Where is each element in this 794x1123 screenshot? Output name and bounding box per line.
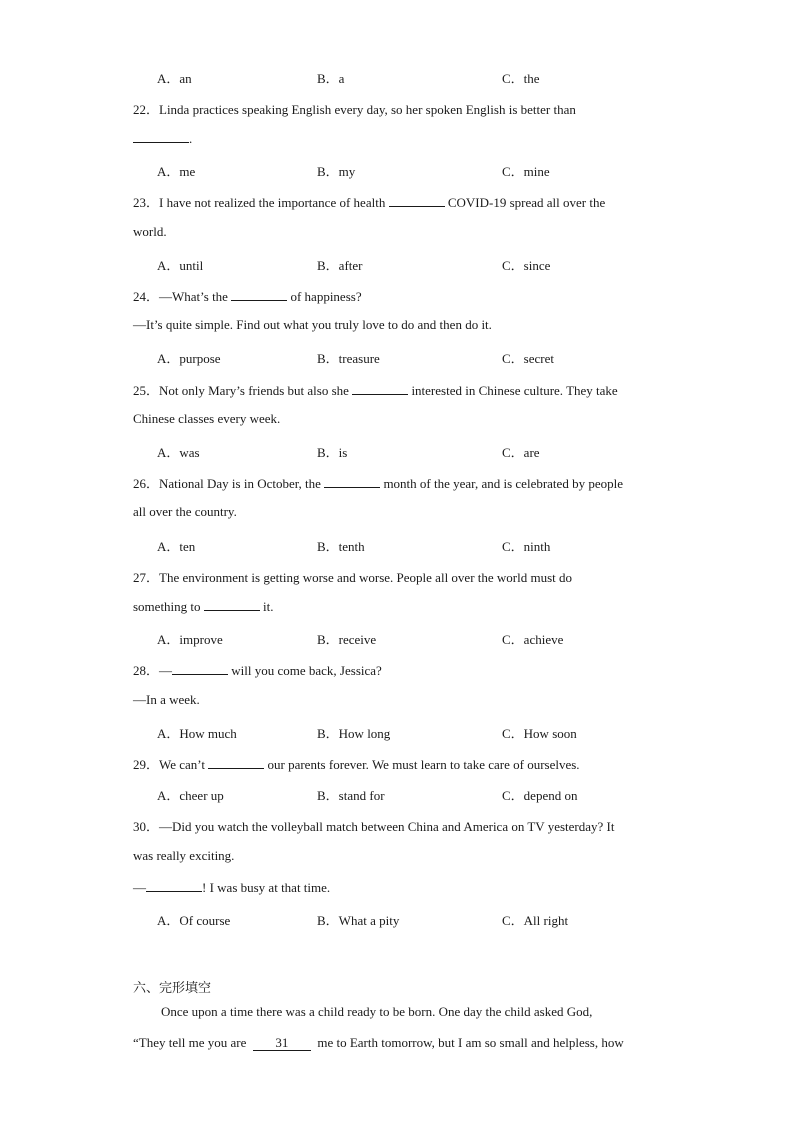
answer-blank[interactable] [231, 288, 287, 301]
q22-stem-line2: . [133, 130, 192, 147]
q24-option-c[interactable]: C．secret [502, 351, 554, 366]
q27-option-a[interactable]: A．improve [157, 632, 223, 647]
q29-option-b[interactable]: B．stand for [317, 788, 385, 803]
q29-options [0, 785, 794, 805]
q27-options [0, 629, 794, 649]
answer-blank[interactable] [172, 662, 228, 675]
q25-stem: 25．Not only Mary’s friends but also she interested in Chinese culture. They take [133, 383, 618, 398]
q28-options [0, 723, 794, 743]
q22-stem: 22．Linda practices speaking English every day, so her spoken English is better than [133, 102, 576, 117]
q30-stem: 30．—Did you watch the volleyball match between China and America on TV yesterday? It [133, 819, 615, 834]
q28-reply: —In a week. [133, 692, 200, 707]
q25-option-b[interactable]: B．is [317, 445, 348, 460]
q22-options [0, 161, 794, 181]
passage-line-2: “They tell me you are 31 me to Earth tomorrow, but I am so small and helpless, how [133, 1035, 624, 1050]
answer-blank[interactable] [389, 194, 445, 207]
answer-blank[interactable] [146, 879, 202, 892]
q28-option-b[interactable]: B．How long [317, 726, 391, 741]
answer-blank[interactable] [133, 130, 189, 143]
q21-option-b[interactable]: B．a [317, 71, 345, 86]
q23-option-b[interactable]: B．after [317, 258, 363, 273]
q27-option-c[interactable]: C．achieve [502, 632, 564, 647]
q29-stem: 29．We can’t our parents forever. We must learn to take care of ourselves. [133, 757, 580, 772]
q30-stem-line2: was really exciting. [133, 848, 235, 863]
q26-stem-line2: all over the country. [133, 504, 237, 519]
q22-option-a[interactable]: A．me [157, 164, 196, 179]
q25-options [0, 442, 794, 462]
cloze-blank-31[interactable]: 31 [253, 1036, 311, 1051]
q27-option-b[interactable]: B．receive [317, 632, 377, 647]
q23-stem-line2: world. [133, 224, 167, 239]
q24-option-b[interactable]: B．treasure [317, 351, 380, 366]
q30-options [0, 910, 794, 930]
q26-option-c[interactable]: C．ninth [502, 539, 551, 554]
q23-option-c[interactable]: C．since [502, 258, 551, 273]
q23-stem: 23．I have not realized the importance of health COVID-19 spread all over the [133, 195, 606, 210]
q23-options [0, 255, 794, 275]
q22-option-c[interactable]: C．mine [502, 164, 550, 179]
q27-stem: 27．The environment is getting worse and worse. People all over the world must do [133, 570, 573, 585]
q30-option-b[interactable]: B．What a pity [317, 913, 400, 928]
q21-option-a[interactable]: A．an [157, 71, 192, 86]
answer-blank[interactable] [352, 382, 408, 395]
q28-stem: 28．— will you come back, Jessica? [133, 663, 382, 678]
q25-option-c[interactable]: C．are [502, 445, 540, 460]
q30-option-a[interactable]: A．Of course [157, 913, 231, 928]
q24-stem: 24．—What’s the of happiness? [133, 289, 362, 304]
q26-options [0, 536, 794, 556]
q26-option-a[interactable]: A．ten [157, 539, 196, 554]
q26-stem: 26．National Day is in October, the month of the year, and is celebrated by people [133, 476, 623, 491]
q29-option-c[interactable]: C．depend on [502, 788, 578, 803]
q22-option-b[interactable]: B．my [317, 164, 356, 179]
answer-blank[interactable] [208, 756, 264, 769]
q21-options [0, 68, 794, 88]
q23-option-a[interactable]: A．until [157, 258, 204, 273]
passage-line-1: Once upon a time there was a child ready to be born. One day the child asked God, [161, 1004, 593, 1019]
q24-option-a[interactable]: A．purpose [157, 351, 221, 366]
q24-reply: —It’s quite simple. Find out what you truly love to do and then do it. [133, 317, 492, 332]
q27-stem-line2: something to it. [133, 599, 274, 614]
q25-option-a[interactable]: A．was [157, 445, 200, 460]
q21-option-c[interactable]: C．the [502, 71, 540, 86]
q30-reply: — ! I was busy at that time. [133, 880, 331, 895]
q28-option-c[interactable]: C．How soon [502, 726, 577, 741]
answer-blank[interactable] [204, 598, 260, 611]
q24-options [0, 348, 794, 368]
q30-option-c[interactable]: C．All right [502, 913, 569, 928]
q26-option-b[interactable]: B．tenth [317, 539, 365, 554]
q25-stem-line2: Chinese classes every week. [133, 411, 281, 426]
q28-option-a[interactable]: A．How much [157, 726, 237, 741]
section-title: 六、完形填空 [133, 981, 212, 996]
answer-blank[interactable] [324, 475, 380, 488]
q29-option-a[interactable]: A．cheer up [157, 788, 224, 803]
